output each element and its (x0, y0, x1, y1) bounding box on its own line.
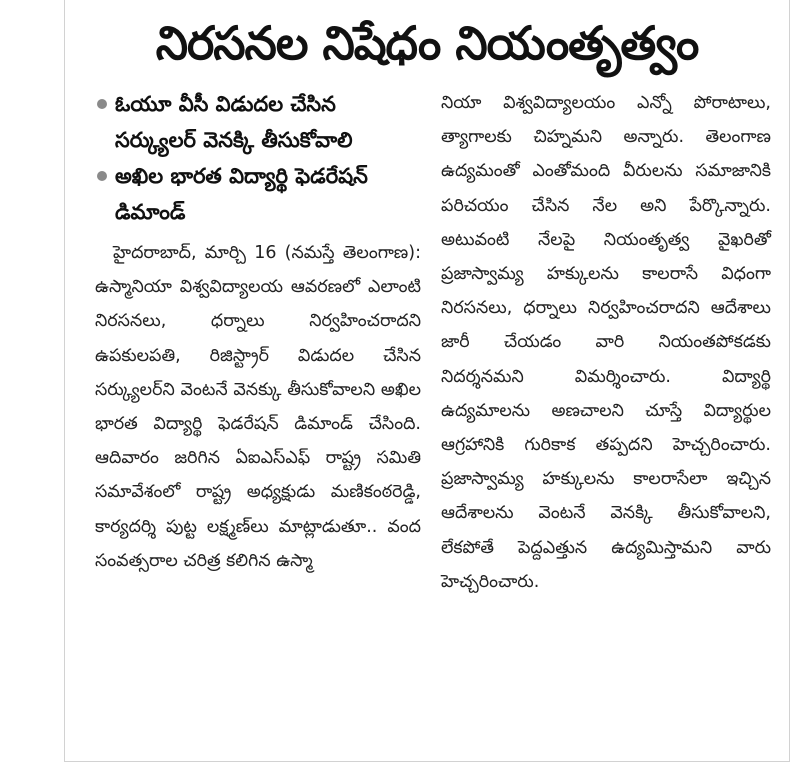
news-clipping (64, 0, 790, 762)
subheadline-text: అఖిల భారత విద్యార్థి ఫెడరేషన్ డిమాండ్ (115, 164, 368, 224)
right-column (441, 86, 771, 599)
subheadline-item (95, 158, 421, 230)
subheadline-text: ఓయూ వీసీ విడుదల చేసిన సర్క్యులర్ వెనక్కి తీసుకోవాలి (115, 92, 353, 152)
subheadline-list (95, 86, 421, 230)
bullet-icon (97, 99, 107, 109)
article-body-right: నియా విశ్వవిద్యాలయం ఎన్నో పోరాటాలు, త్యాగాలకు చిహ్నమని అన్నారు. తెలంగాణ ఉద్యమంతో ఎంతోమంది వీరులను సమాజానికి పరిచయం చేసిన నేల అని పేర్కొన్నారు. అటువంటి నేలపై నియంతృత్వ వైఖరితో ప్రజాస్వామ్య హక్కులను కాలరాసే విధంగా నిరసనలు, ధర్నాలు నిర్వహించరాదని ఆదేశాలు జారీ చేయడం వారి నియంతపోకడకు నిదర్శనమని విమర్శించారు. విద్యార్థి ఉద్యమాలను అణచాలని చూస్తే విద్యార్థుల ఆగ్రహానికి గురికాక తప్పదని హెచ్చరించారు. ప్రజాస్వామ్య హక్కులను కాలరాసేలా ఇచ్చిన ఆదేశాలను వెంటనే వెనక్కి తీసుకోవాలని, లేకపోతే పెద్దఎత్తున ఉద్యమిస్తామని వారు హెచ్చరించారు. (441, 93, 771, 592)
bullet-icon (97, 171, 107, 181)
subheadline-item (95, 86, 421, 158)
article-body-left (95, 236, 421, 578)
headline: నిరసనల నిషేధం నియంతృత్వం (155, 16, 699, 70)
left-column (95, 86, 421, 578)
article-text-left: హైదరాబాద్, మార్చి 16 (నమస్తే తెలంగాణ): ఉస్మానియా విశ్వవిద్యాలయ ఆవరణలో ఎలాంటి నిరసనలు, ధర్నాలు నిర్వహించరాదని ఉపకులపతి, రిజిస్ట్రార్ విడుదల చేసిన సర్క్యులర్‌ని వెంటనే వెనక్కు తీసుకోవాలని అఖిల భారత విద్యార్థి ఫెడరేషన్ డిమాండ్ చేసింది. ఆదివారం జరిగిన ఏఐఎస్ఎఫ్ రాష్ట్ర సమితి సమావేశంలో రాష్ట్ర అధ్యక్షుడు మణికంఠరెడ్డి, కార్యదర్శి పుట్ట లక్ష్మణ్‌లు మాట్లాడుతూ.. వంద సంవత్సరాల చరిత్ర కలిగిన ఉస్మా (95, 243, 421, 571)
